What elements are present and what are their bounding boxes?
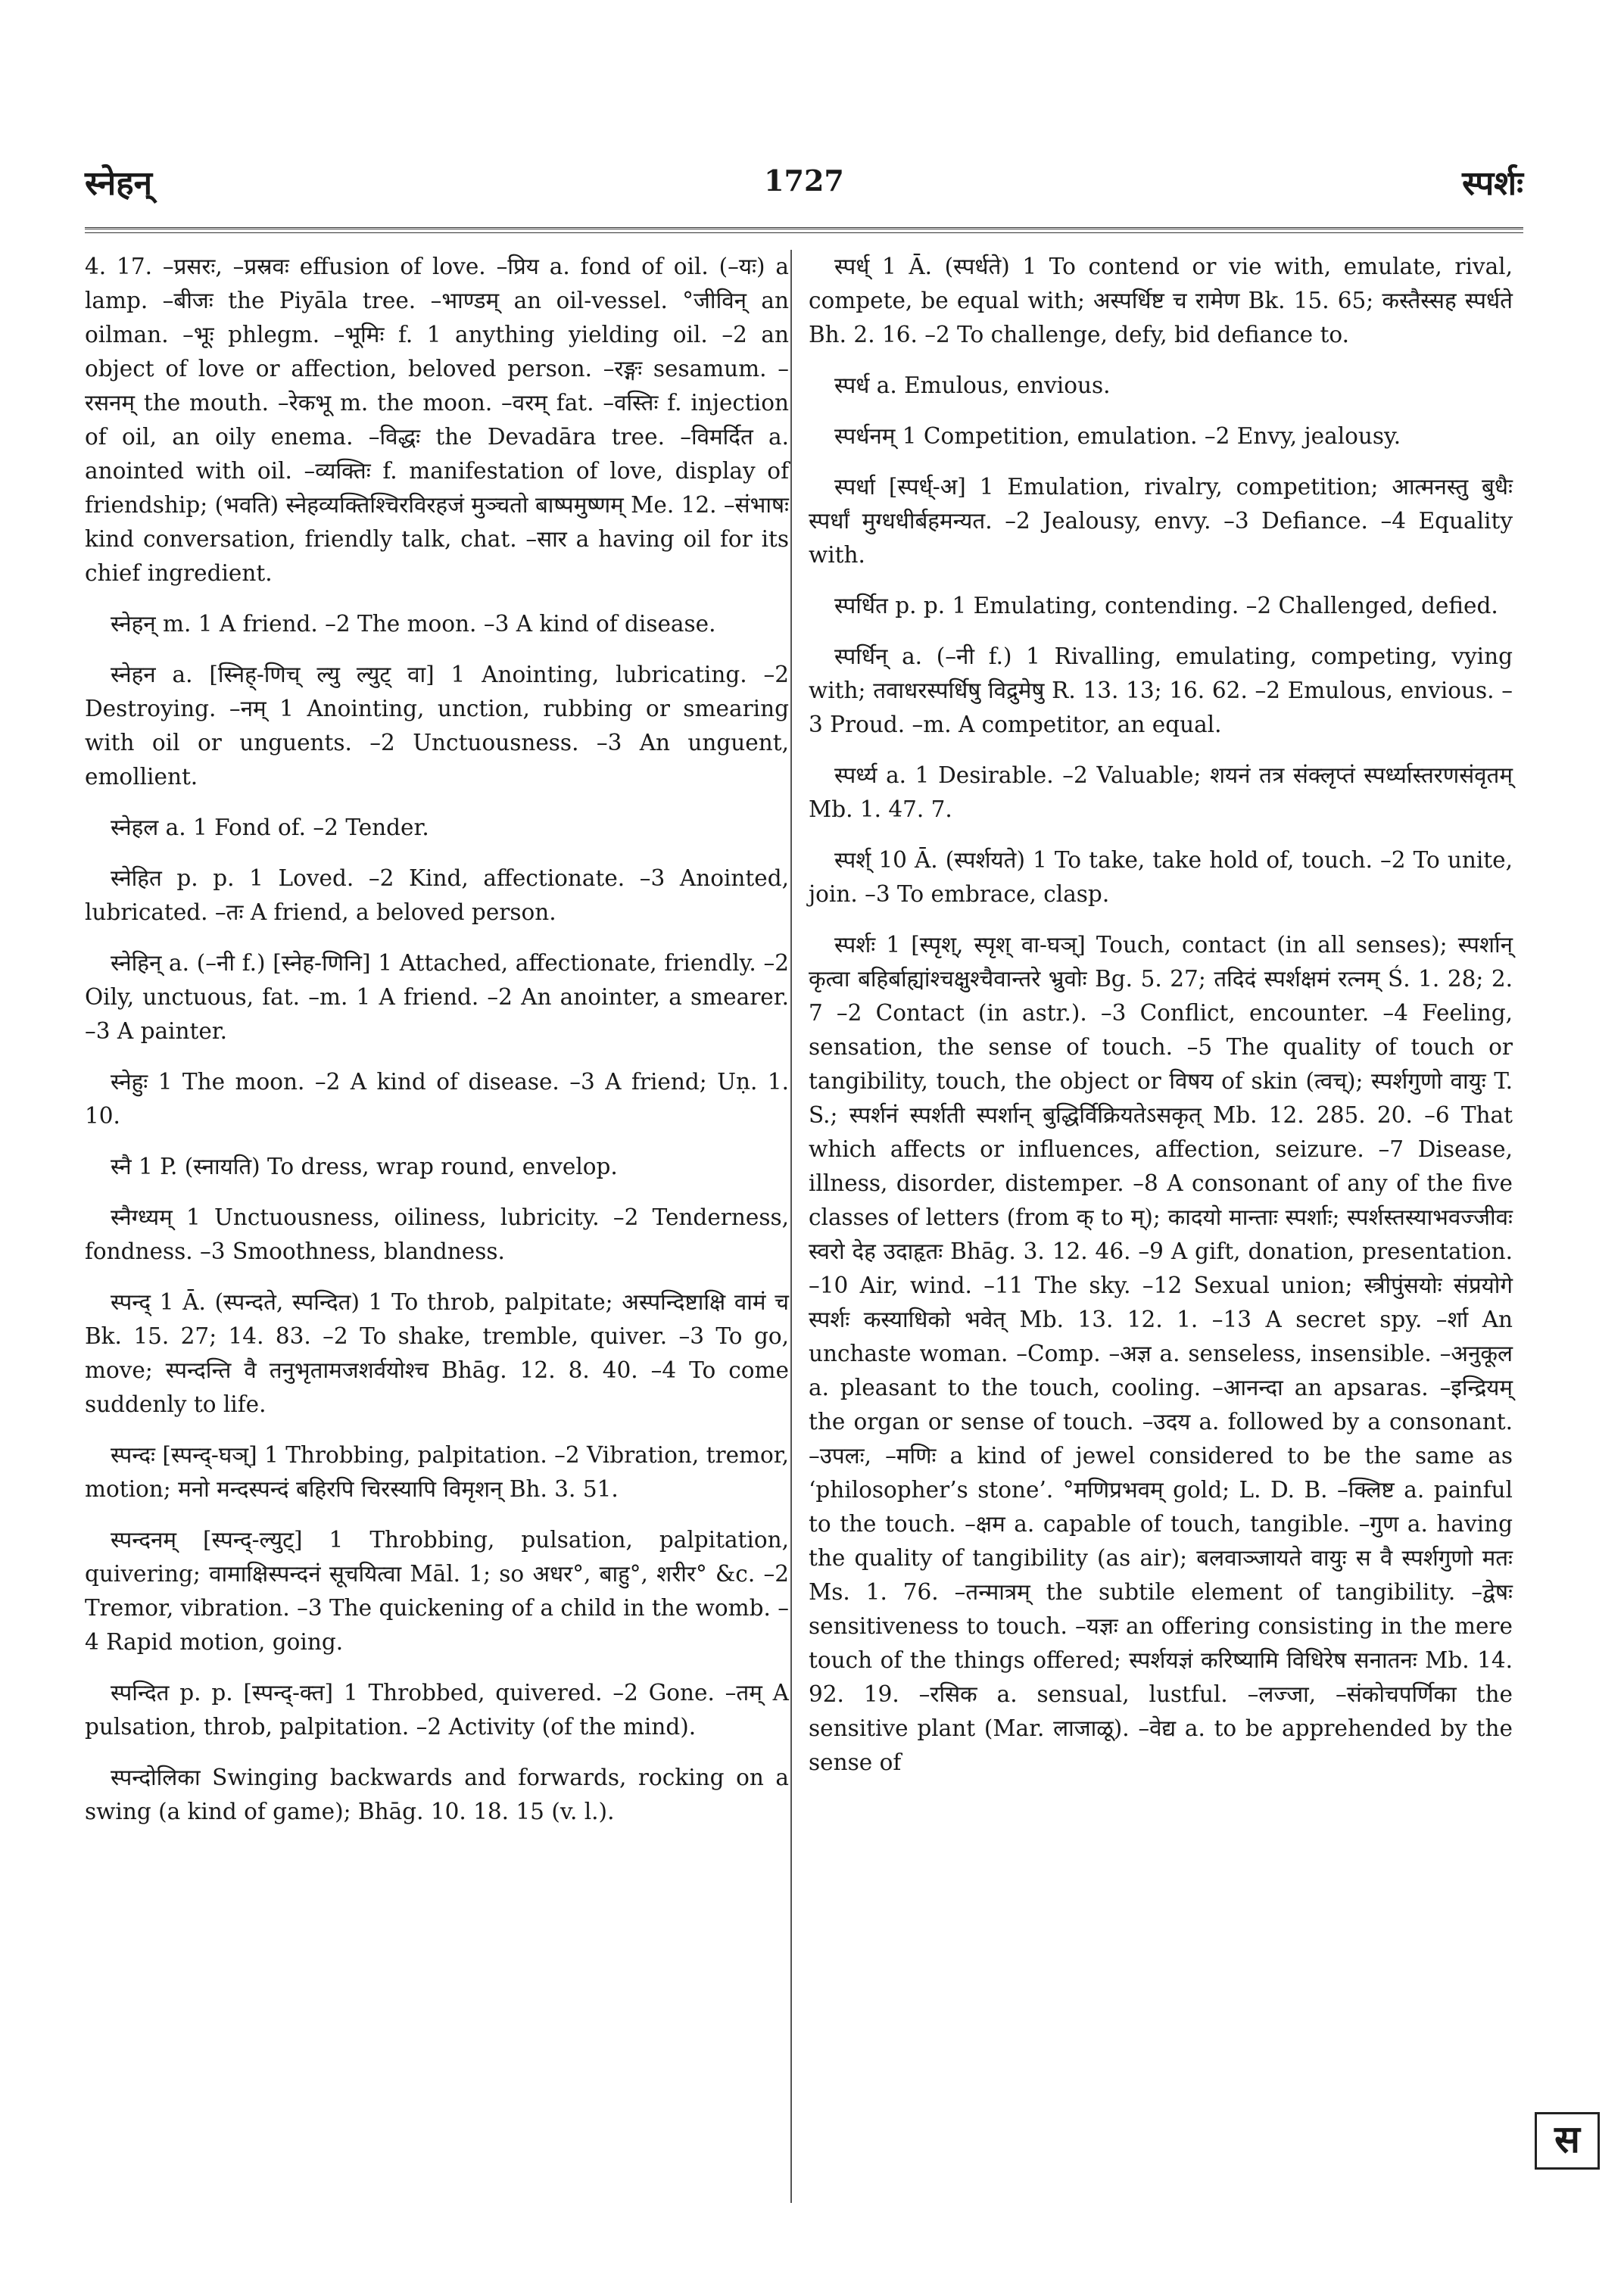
dictionary-entry: स्नै 1 P. (स्नायति) To dress, wrap round, envelop. [111, 1154, 618, 1179]
right-guide-word: स्पर्शः [1462, 164, 1523, 203]
dictionary-entry: स्नेहिन् a. (–नी f.) [स्नेह-णिनि] 1 Attached, affectionate, friendly. –2 Oily, unctuous, fat. –m. 1 A friend. –2 An anointer, a smearer. –3 A painter. [85, 950, 789, 1044]
column-divider [790, 250, 792, 2203]
dictionary-entry: स्पर्शः 1 [स्पृश्, स्पृश् वा-घञ्] Touch, contact (in all senses); स्पर्शान् कृत्वा बहिर्बाह्यांश्चक्षुश्चैवान्तरे भ्रुवोः Bg. 5. 27; तदिदं स्पर्शक्षमं रत्नम् Ś. 1. 28; 2. 7 –2 Contact (in astr.). –3 Conflict, encounter. –4 Feeling, sensation, the sense of touch. –5 The quality of touch or tangibility, touch, the object or विषय of skin (त्वच्); स्पर्शगुणो वायुः T. S.; स्पर्शनं स्पर्शती स्पर्शान् बुद्धिर्विक्रियतेऽसकृत् Mb. 12. 285. 20. –6 That which affects or influences, affection, seizure. –7 Disease, illness, disorder, distemper. –8 A consonant of any of the five classes of letters (from क् to म्); कादयो मान्ताः स्पर्शाः; स्पर्शस्तस्याभवज्जीवः स्वरो देह उदाहृतः Bhāg. 3. 12. 46. –9 A gift, donation, presentation. –10 Air, wind. –11 The sky. –12 Sexual union; स्त्रीपुंसयोः संप्रयोगे स्पर्शः कस्याधिको भवेत् Mb. 13. 12. 1. –13 A secret spy. –र्शा An unchaste woman. –Comp. –अज्ञ a. senseless, insensible. –अनुकूल a. pleasant to the touch, cooling. –आनन्दा an apsaras. –इन्द्रियम् the organ or sense of touch. –उदय a. followed by a consonant. –उपलः, –मणिः a kind of jewel considered to be the same as ‘philosopher’s stone’. °मणिप्रभवम् gold; L. D. B. –क्लिष्ट a. painful to the touch. –क्षम a. capable of touch, tangible. –गुण a. having the quality of tangibility (as air); बलवाञ्जायते वायुः स वै स्पर्शगुणो मतः Ms. 1. 76. –तन्मात्रम् the subtile element of tangibility. –द्वेषः sensitiveness to touch. –यज्ञः an offering consisting in the mere touch of the things offered; स्पर्शयज्ञं करिष्यामि विधिरेष सनातनः Mb. 14. 92. 19. –रसिक a. sensual, lustful. –लज्जा, –संकोचपर्णिका the sensitive plant (Mar. लाजाळू). –वेद्य a. to be apprehended by the sense of [809, 932, 1513, 1775]
dictionary-entry: स्पर्धित p. p. 1 Emulating, contending. –2 Challenged, defied. [834, 593, 1498, 618]
dictionary-entry: स्पन्दः [स्पन्द्-घञ्] 1 Throbbing, palpitation. –2 Vibration, tremor, motion; मनो मन्दस्पन्दं बहिरपि चिरस्यापि विमृशन् Bh. 3. 51. [85, 1442, 789, 1502]
dictionary-entry: स्पन्दित p. p. [स्पन्द्-क्त] 1 Throbbed, quivered. –2 Gone. –तम् A pulsation, throb, palpitation. –2 Activity (of the mind). [85, 1680, 789, 1740]
dictionary-entry: स्पन्दोलिका Swinging backwards and forwards, rocking on a swing (a kind of game); Bhāg. 10. 18. 15 (v. l.). [85, 1765, 789, 1824]
dictionary-entry: स्नेहुः 1 The moon. –2 A kind of disease. –3 A friend; Uṇ. 1. 10. [85, 1069, 789, 1129]
dictionary-entry: स्पर्ध्य a. 1 Desirable. –2 Valuable; शयनं तत्र संक्लृप्तं स्पर्ध्यास्तरणसंवृतम् Mb. 1. 47. 7. [809, 762, 1513, 822]
dictionary-entry: स्पर्धिन् a. (–नी f.) 1 Rivalling, emulating, competing, vying with; तवाधरस्पर्धिषु विद्रुमेषु R. 13. 13; 16. 62. –2 Emulous, envious. –3 Proud. –m. A competitor, an equal. [809, 643, 1513, 737]
dictionary-entry: स्नेहन a. [स्निह्-णिच् ल्यु ल्युट् वा] 1 Anointing, lubricating. –2 Destroying. –नम् 1 Anointing, unction, rubbing or smearing with oil or unguents. –2 Unctuousness. –3 An unguent, emollient. [85, 662, 789, 790]
dictionary-entry: स्पर्श् 10 Ā. (स्पर्शयते) 1 To take, take hold of, touch. –2 To unite, join. –3 To embrace, clasp. [809, 847, 1513, 907]
page-header [85, 159, 1523, 220]
header-rule [85, 227, 1523, 233]
dictionary-entry: स्पर्ध् 1 Ā. (स्पर्धते) 1 To contend or vie with, emulate, rival, compete, be equal with; अस्पर्धिष्ट च रामेण Bk. 15. 65; कस्तैस्सह स्पर्धते Bh. 2. 16. –2 To challenge, defy, bid defiance to. [809, 254, 1513, 347]
dictionary-entry: स्नैग्ध्यम् 1 Unctuousness, oiliness, lubricity. –2 Tenderness, fondness. –3 Smoothness, blandness. [85, 1204, 789, 1264]
dictionary-entry: स्पन्दनम् [स्पन्द्-ल्युट्] 1 Throbbing, pulsation, palpitation, quivering; वामाक्षिस्पन्दनं सूचयित्वा Māl. 1; so अधर°, बाहु°, शरीर° &c. –2 Tremor, vibration. –3 The quickening of a child in the womb. –4 Rapid motion, going. [85, 1527, 789, 1655]
dictionary-entry: 4. 17. –प्रसरः, –प्रस्रवः effusion of love. –प्रिय a. fond of oil. (–यः) a lamp. –बीजः the Piyāla tree. –भाण्डम् an oil-vessel. °जीविन् an oilman. –भूः phlegm. –भूमिः f. 1 anything yielding oil. –2 an object of love or affection, beloved person. –रङ्गः sesamum. –रसनम् the mouth. –रेकभू m. the moon. –वरम् fat. –वस्तिः f. injection of oil, an oily enema. –विद्धः the Devadāra tree. –विमर्दित a. anointed with oil. –व्यक्तिः f. manifestation of love, display of friendship; (भवति) स्नेहव्यक्तिश्चिरविरहजं मुञ्चतो बाष्पमुष्णम् Me. 12. –संभाषः kind conversation, friendly talk, chat. –सार a having oil for its chief ingredient. [85, 254, 789, 586]
left-guide-word: स्नेहन् [85, 164, 153, 203]
page-number: 1727 [764, 164, 844, 198]
dictionary-entry: स्नेहल a. 1 Fond of. –2 Tender. [111, 815, 429, 840]
dictionary-entry: स्पर्धा [स्पर्ध्-अ] 1 Emulation, rivalry, competition; आत्मनस्तु बुधैः स्पर्धां मुग्धधीर्बहमन्यत. –2 Jealousy, envy. –3 Defiance. –4 Equality with. [809, 474, 1513, 568]
dictionary-entry: स्पर्ध a. Emulous, envious. [834, 372, 1111, 398]
dictionary-entry: स्नेहन् m. 1 A friend. –2 The moon. –3 A kind of disease. [111, 611, 716, 637]
right-column [809, 250, 1513, 1796]
dictionary-entry: स्पर्धनम् 1 Competition, emulation. –2 Envy, jealousy. [834, 423, 1401, 449]
section-thumb-mark: स [1535, 2112, 1600, 2170]
dictionary-entry: स्नेहित p. p. 1 Loved. –2 Kind, affectionate. –3 Anointed, lubricated. –तः A friend, a beloved person. [85, 865, 789, 925]
left-column [85, 250, 789, 1846]
dictionary-entry: स्पन्द् 1 Ā. (स्पन्दते, स्पन्दित) 1 To throb, palpitate; अस्पन्दिष्टाक्षि वामं च Bk. 15. 27; 14. 83. –2 To shake, tremble, quiver. –3 To go, move; स्पन्दन्ति वै तनुभृतामजशर्वयोश्च Bhāg. 12. 8. 40. –4 To come suddenly to life. [85, 1289, 789, 1417]
